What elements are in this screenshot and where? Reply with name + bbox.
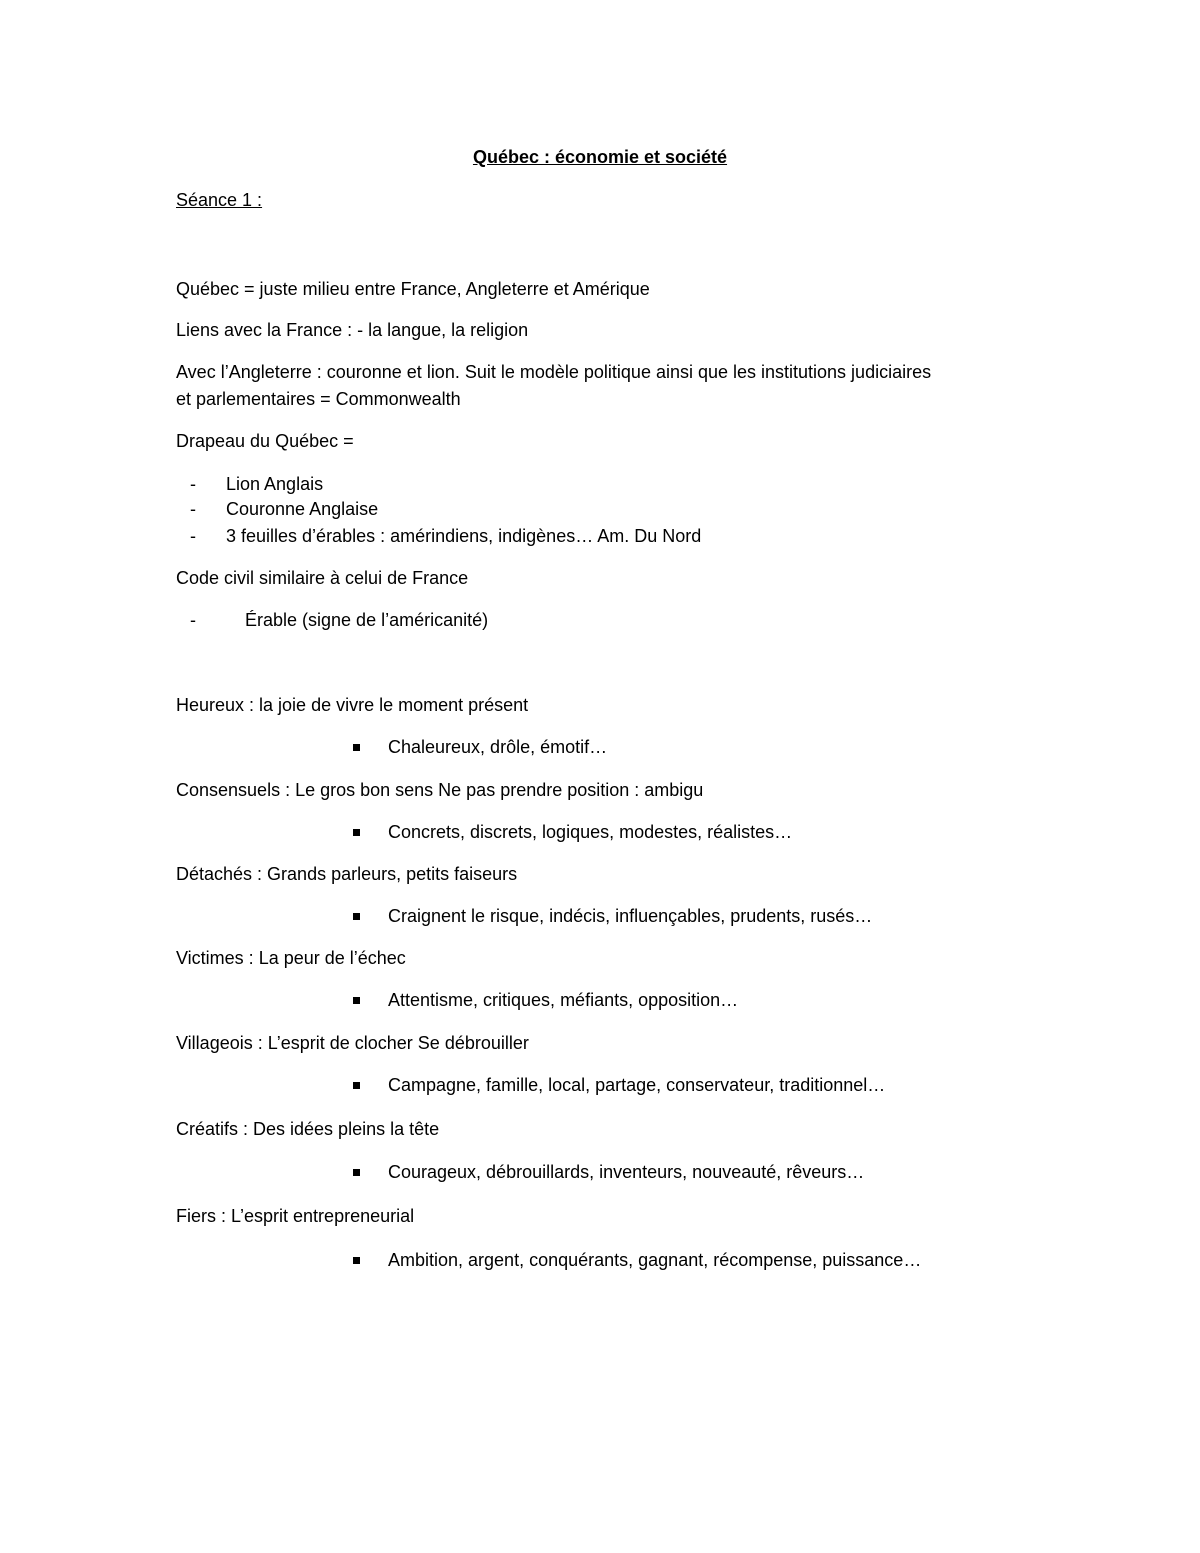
trait-heading: Consensuels : Le gros bon sens Ne pas prendre position : ambigu — [176, 780, 704, 800]
dash-bullet: - — [190, 526, 196, 546]
flag-item: 3 feuilles d’érables : amérindiens, indigènes… Am. Du Nord — [226, 526, 702, 546]
trait-heading: Fiers : L’esprit entrepreneurial — [176, 1206, 415, 1226]
trait-heading: Détachés : Grands parleurs, petits faiseurs — [176, 864, 518, 884]
session-heading: Séance 1 : — [176, 190, 263, 210]
trait-bullet: Ambition, argent, conquérants, gagnant, récompense, puissance… — [388, 1250, 922, 1270]
trait-heading: Victimes : La peur de l’échec — [176, 948, 406, 968]
dash-bullet: - — [190, 499, 196, 519]
maple-item: Érable (signe de l’américanité) — [245, 610, 489, 630]
trait-bullet: Campagne, famille, local, partage, conservateur, traditionnel… — [388, 1075, 886, 1095]
trait-heading: Heureux : la joie de vivre le moment présent — [176, 695, 529, 715]
intro-line: Liens avec la France : - la langue, la religion — [176, 320, 529, 340]
trait-bullet: Craignent le risque, indécis, influençables, prudents, rusés… — [388, 906, 873, 926]
flag-item: Couronne Anglaise — [226, 499, 379, 519]
square-bullet-icon — [353, 744, 360, 751]
flag-item: Lion Anglais — [226, 474, 324, 494]
trait-bullet: Concrets, discrets, logiques, modestes, réalistes… — [388, 822, 793, 842]
trait-bullet: Courageux, débrouillards, inventeurs, nouveauté, rêveurs… — [388, 1162, 865, 1182]
trait-heading: Villageois : L’esprit de clocher Se débrouiller — [176, 1033, 529, 1053]
square-bullet-icon — [353, 1169, 360, 1176]
trait-bullet: Attentisme, critiques, méfiants, opposition… — [388, 990, 739, 1010]
intro-line: et parlementaires = Commonwealth — [176, 389, 461, 409]
document-title: Québec : économie et société — [472, 147, 728, 167]
square-bullet-icon — [353, 913, 360, 920]
intro-line: Québec = juste milieu entre France, Angleterre et Amérique — [176, 279, 650, 299]
dash-bullet: - — [190, 474, 196, 494]
trait-bullet: Chaleureux, drôle, émotif… — [388, 737, 608, 757]
intro-line: Drapeau du Québec = — [176, 431, 354, 451]
dash-bullet: - — [190, 610, 196, 630]
square-bullet-icon — [353, 829, 360, 836]
trait-heading: Créatifs : Des idées pleins la tête — [176, 1119, 440, 1139]
square-bullet-icon — [353, 1257, 360, 1264]
square-bullet-icon — [353, 1082, 360, 1089]
square-bullet-icon — [353, 997, 360, 1004]
intro-line: Avec l’Angleterre : couronne et lion. Suit le modèle politique ainsi que les institutions judiciaires — [176, 362, 932, 382]
civil-code-line: Code civil similaire à celui de France — [176, 568, 469, 588]
